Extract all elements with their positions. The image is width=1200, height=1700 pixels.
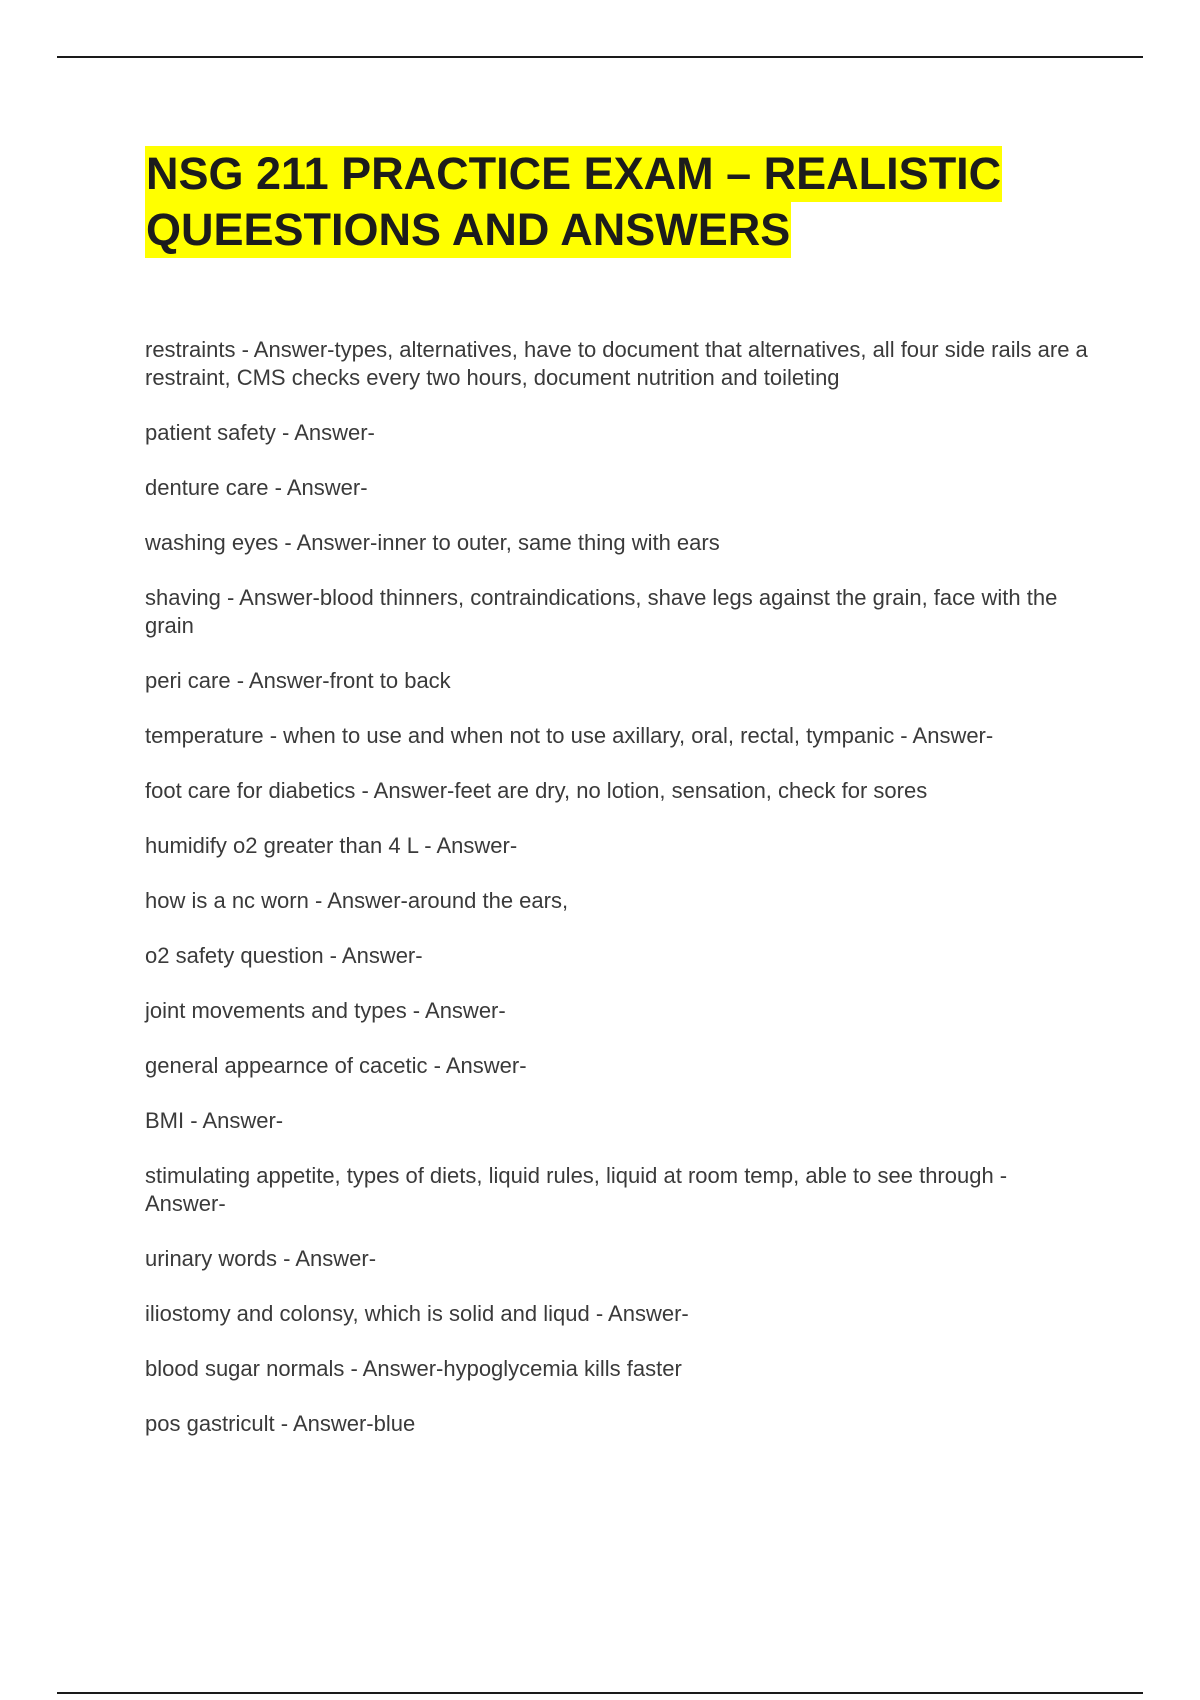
title-line-2: QUEESTIONS AND ANSWERS: [145, 202, 791, 258]
list-item: temperature - when to use and when not to use axillary, oral, rectal, tympanic - Answer-: [145, 723, 994, 748]
list-item: urinary words - Answer-: [145, 1246, 377, 1271]
list-item: how is a nc worn - Answer-around the ears,: [145, 888, 569, 913]
list-item: patient safety - Answer-: [145, 420, 375, 445]
top-divider: [57, 56, 1143, 58]
list-item: washing eyes - Answer-inner to outer, same thing with ears: [145, 530, 720, 555]
list-item: humidify o2 greater than 4 L - Answer-: [145, 833, 518, 858]
list-item: general appearnce of cacetic - Answer-: [145, 1053, 527, 1078]
list-item: pos gastricult - Answer-blue: [145, 1411, 416, 1436]
list-item: BMI - Answer-: [145, 1108, 284, 1133]
title-line-1: NSG 211 PRACTICE EXAM – REALISTIC: [145, 146, 1002, 202]
page-title: [145, 146, 1095, 258]
list-item: iliostomy and colonsy, which is solid and liqud - Answer-: [145, 1301, 689, 1326]
list-item: blood sugar normals - Answer-hypoglycemia kills faster: [145, 1356, 682, 1381]
list-item: restraints - Answer-types, alternatives, have to document that alternatives, all four side rails are a restraint, CMS checks every two hours, document nutrition and toileting: [145, 337, 1088, 390]
question-answer-list: [145, 336, 1090, 1465]
list-item: o2 safety question - Answer-: [145, 943, 423, 968]
list-item: denture care - Answer-: [145, 475, 368, 500]
list-item: shaving - Answer-blood thinners, contraindications, shave legs against the grain, face with the grain: [145, 585, 1058, 638]
list-item: joint movements and types - Answer-: [145, 998, 506, 1023]
list-item: peri care - Answer-front to back: [145, 668, 451, 693]
list-item: stimulating appetite, types of diets, liquid rules, liquid at room temp, able to see through - Answer-: [145, 1163, 1008, 1216]
list-item: foot care for diabetics - Answer-feet are dry, no lotion, sensation, check for sores: [145, 778, 928, 803]
bottom-divider: [57, 1692, 1143, 1694]
